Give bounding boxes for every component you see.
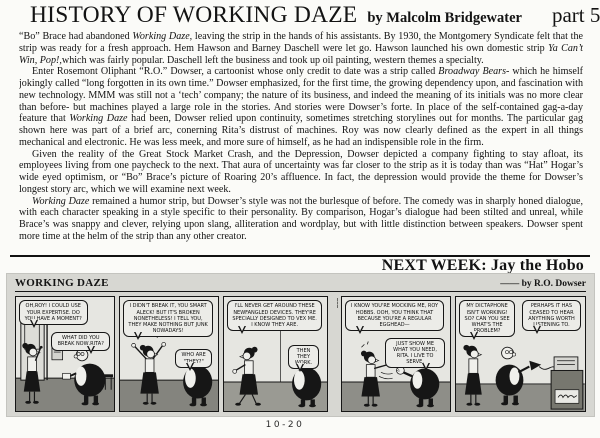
text-segment: “Bo” Brace had abandoned [19, 31, 133, 42]
masthead [30, 2, 600, 29]
speech-bubble: I'LL NEVER GET AROUND THESE NEWFANGLED DEVICES. THEY'RE SPECIALLY DESIGNED TO VEX ME. I KNOW THEY ARE. [227, 300, 322, 330]
speech-bubble: THEN THEY WORK. [288, 345, 319, 369]
text-segment: which was fairly popular. Daschell left the business and took up oil painting, western themes a specialty. [61, 54, 484, 66]
strip-header [7, 274, 594, 290]
comic-panel-2 [119, 296, 219, 412]
speech-bubble: JUST SHOW ME WHAT YOU NEED, RITA. I LIVE TO SERVE. [385, 338, 444, 368]
comic-strip [7, 274, 594, 416]
speech-bubble: I KNOW YOU'RE MOCKING ME, ROY HOBBS. OOH, YOU THINK THAT BECAUSE YOU'RE A REGULAR EGGHEAD— [345, 300, 443, 330]
speech-bubble: WHO ARE "THEY?" [175, 349, 212, 367]
text-segment: Given the reality of the Great Stock Market Crash, and the Depression, Dowser depicted a company fighting to stay afloat, its employees living from one paycheck to the next. That aura of uncertainty was far closer to the strip as it is today than was “Hat” Hogar’s wide eyed optimism, or “Bo” Brace’s picture of Roaring 20’s affluence. In fact, the depression would provide the theme for Dowser’s longest story arc, which we will examine next week. [19, 148, 583, 195]
text-segment: leaving the strip in the hands of his assistants. By 1930, the Montgomery Syndicate felt that the strip was ready for a fresh approach. Hem Hawson and Barney Daschell were let go. Hawson launched his own domestic strip [19, 31, 583, 54]
text-segment-italic: Working Daze [69, 113, 128, 125]
paragraph-4 [19, 196, 583, 243]
text-segment: had been, Dowser relied upon continuity, sometimes stretching storylines out for months. The particular gag shown here was part of a brief arc, conerning Rita’s distrust of machines. Roy was now clearly defined as the expert in all things mechanical and electronic. He was less meek, and more sure of himself, as he had an indispensible role in the firm. [19, 113, 583, 148]
text-segment-italic: Ya Can’t Win, Pop!, [19, 42, 583, 66]
text-segment: - which he himself jokingly called “long forgotten in its own time.” Dowser emphasized, for the first time, the growing dependency upon, and fascination with new technology. MMM was still not a ‘tech’ company; the nature of its business, and indeed the meaning of its initials was no more clear than before- but machines played a large role in the stories. And stories were Dowser’s forte. In place of the self-contained gag-a-day feature that [19, 66, 583, 125]
text-segment: remained a humor strip, but Dowser’s style was not the burlesque of before. The comedy was in sharply honed dialogue, with each character speaking in a style specific to their personality. By comparison, Hogar’s dialogue had been stilted and unreal, while Brace’s was snappy and clever, relying upon slang, alliteration and wordplay, but with little distinction between speakers. Dowser spent more time at the helm of the strip than any other creator. [19, 195, 583, 242]
text-segment-italic: Working Daze, [132, 31, 193, 42]
text-segment-italic: Broadway Bears [438, 66, 507, 78]
page-title: HISTORY OF WORKING DAZE [30, 2, 358, 28]
speech-bubble: MY DICTAPHONE ISN'T WORKING! SO? CAN YOU SEE WHAT'S THE PROBLEM? [459, 300, 516, 336]
article-body [19, 31, 583, 254]
author-byline: by Malcolm Bridgewater [367, 10, 522, 26]
comic-panel-1 [15, 296, 115, 412]
comic-panel-3 [223, 296, 328, 412]
comic-panel-4 [341, 296, 451, 412]
strip-header-rule [15, 291, 586, 292]
speech-bubble: WHAT DID YOU BREAK NOW,RITA? [51, 332, 110, 350]
comic-panel-5 [455, 296, 586, 412]
paragraph-2 [19, 66, 583, 148]
paragraph-3 [19, 149, 583, 196]
part-number: part 5 [551, 3, 600, 27]
strip-cut-mark [337, 298, 338, 308]
speech-bubble: PERHAPS IT HAS CEASED TO HEAR ANYTHING WORTH LISTENING TO. [522, 300, 581, 330]
speech-bubble: I DIDN'T BREAK IT, YOU SMART ALECK! BUT IT'S BROKEN NONETHELESS! I TELL YOU, THEY MAKE NOTHING BUT JUNK NOWADAYS! [123, 300, 213, 336]
text-segment-italic: Working Daze [32, 195, 90, 207]
speech-bubble: OH,ROY! I COULD USE YOUR EXPERTISE. DO YOU HAVE A MOMENT? [19, 300, 88, 324]
panel-row [15, 296, 586, 412]
strip-title: WORKING DAZE [15, 277, 109, 289]
strip-date: 10-20 [265, 420, 305, 430]
dictaphone-horn [530, 361, 542, 371]
paragraph-1 [19, 31, 583, 66]
strip-credit: —— by R.O. Dowser [500, 279, 586, 289]
text-segment: Enter Rosemont Oliphant “R.O.” Dowser, a cartoonist whose only credit to date was a strip called [32, 66, 439, 78]
next-week-banner: NEXT WEEK: Jay the Hobo [381, 257, 584, 274]
